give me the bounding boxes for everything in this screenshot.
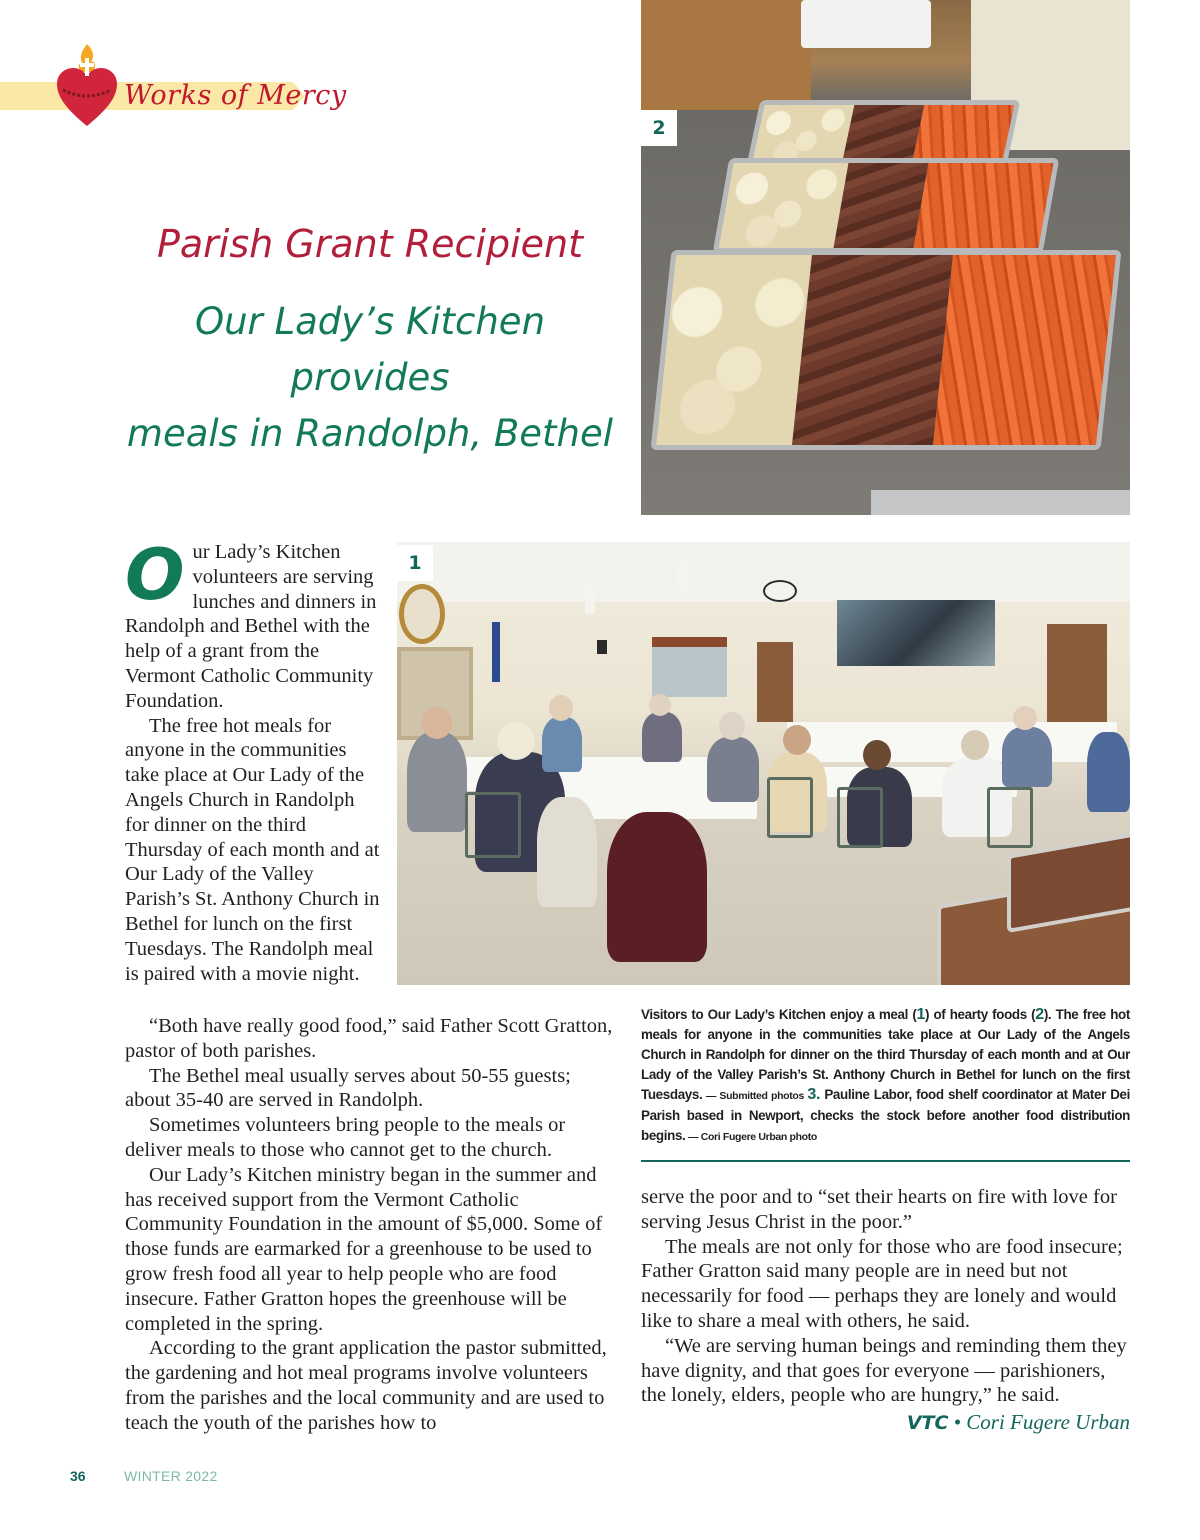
article-paragraph: Sometimes volunteers bring people to the meals or deliver meals to those who cannot get to the church. bbox=[125, 1114, 566, 1161]
photo-credit: — Cori Fugere Urban photo bbox=[685, 1131, 817, 1143]
publication-mark: VTC bbox=[906, 1412, 949, 1434]
byline: VTC • Cori Fugere Urban bbox=[906, 1410, 1130, 1434]
article-paragraph: The meals are not only for those who are food insecure; Father Gratton said many people are in need but not necessarily for food — perhaps they are lonely and would like to share a meal with others, he said. bbox=[641, 1235, 1123, 1332]
plastic-container bbox=[801, 0, 931, 48]
author-name: Cori Fugere Urban bbox=[966, 1410, 1130, 1434]
photo-1-number-badge: 1 bbox=[397, 545, 433, 581]
photo-caption: Visitors to Our Lady’s Kitchen enjoy a meal (1) of hearty foods (2). The free hot meals for anyone in the communities take place at Our Lady of the Angels Church in Randolph for dinner on the third Thursday of each month and at Our Lady of the Valley Parish’s St. Anthony Church in Bethel for lunch on the first Tuesdays. — Submitted photos 3. Pauline Labor, food shelf coordinator at Mater Dei Parish based in Newport, checks the stock before another food distribution begins. — Cori Fugere Urban photo bbox=[641, 1006, 1130, 1143]
speaker bbox=[597, 640, 607, 654]
headline-title-line2: meals in Randolph, Bethel bbox=[126, 412, 614, 455]
photo-credit: — Submitted photos bbox=[702, 1090, 808, 1102]
issue-label: WINTER 2022 bbox=[124, 1468, 218, 1484]
article-column-left-bottom bbox=[125, 1014, 615, 1436]
headline-kicker: Parish Grant Recipient bbox=[156, 222, 584, 266]
sacred-heart-icon bbox=[55, 38, 119, 130]
divider-rule bbox=[641, 1160, 1130, 1162]
guest bbox=[542, 717, 582, 772]
article-paragraph: Our Lady’s Kitchen ministry began in the summer and has received support from the Vermont Catholic Community Foundation in the amount of $5,000. Some of those funds are earmarked for a greenhouse to be used to grow fresh food all year to help people who are food insecure. Father Gratton hopes the greenhouse will be completed in the spring. bbox=[125, 1163, 603, 1335]
chair bbox=[767, 777, 813, 838]
article-paragraph: “Both have really good food,” said Father Scott Gratton, pastor of both parishes. bbox=[125, 1015, 613, 1062]
guest bbox=[1087, 732, 1130, 812]
article-paragraph: “We are serving human beings and reminding them they have dignity, and that goes for everyone — parishioners, the lonely, elders, people who are hungry,” he said. bbox=[641, 1334, 1127, 1407]
kitchen-cabinets bbox=[641, 0, 811, 110]
door-left bbox=[757, 642, 793, 722]
article-paragraph: According to the grant application the pastor submitted, the gardening and hot meal programs involve volunteers from the parishes and the local community and are used to teach the youth of the parishes how to bbox=[125, 1337, 607, 1434]
tray-middle bbox=[713, 158, 1060, 253]
guest bbox=[707, 737, 759, 802]
article-paragraph: The Bethel meal usually serves about 50-55 guests; about 35-40 are served in Randolph. bbox=[125, 1064, 571, 1112]
projection-screen bbox=[837, 600, 995, 666]
flag bbox=[492, 622, 500, 682]
guest bbox=[642, 712, 682, 762]
chair bbox=[837, 787, 883, 848]
drop-cap: O bbox=[125, 534, 185, 616]
article-paragraph: Our Lady’s Kitchen volunteers are serving lunches and dinners in Randolph and Bethel with the help of a grant from the Vermont Catholic Community Foundation. bbox=[125, 534, 377, 712]
guest bbox=[407, 732, 467, 832]
foil-wrap bbox=[871, 490, 1130, 515]
guest bbox=[1002, 727, 1052, 787]
chair-foreground bbox=[607, 812, 707, 962]
photo-food-trays bbox=[641, 0, 1130, 515]
photo-2-number-badge: 2 bbox=[641, 110, 677, 146]
article-column-left-top bbox=[125, 534, 380, 986]
article-paragraph: serve the poor and to “set their hearts on fire with love for serving Jesus Christ in the poor.” bbox=[641, 1186, 1117, 1233]
page-number: 36 bbox=[70, 1468, 86, 1484]
chair bbox=[987, 787, 1033, 848]
wall-mirror bbox=[399, 584, 445, 644]
window bbox=[652, 637, 727, 697]
article-column-right bbox=[641, 1185, 1131, 1408]
section-label: Works of Mercy bbox=[124, 80, 347, 111]
jacket-on-chair bbox=[537, 797, 597, 907]
table bbox=[787, 722, 1117, 762]
photo-parish-hall bbox=[397, 542, 1130, 985]
article-paragraph: The free hot meals for anyone in the communities take place at Our Lady of the Angels Church in Randolph for dinner on the third Thursday of each month and at Our Lady of the Valley Parish’s St. Anthony Church in Bethel for lunch on the first Tuesdays. The Randolph meal is paired with a movie night. bbox=[125, 714, 380, 985]
chair bbox=[465, 792, 521, 858]
tray-front bbox=[650, 250, 1121, 450]
chandelier bbox=[763, 580, 797, 602]
headline-title-line1: Our Lady’s Kitchen provides bbox=[194, 300, 546, 399]
headline-title bbox=[120, 294, 620, 462]
